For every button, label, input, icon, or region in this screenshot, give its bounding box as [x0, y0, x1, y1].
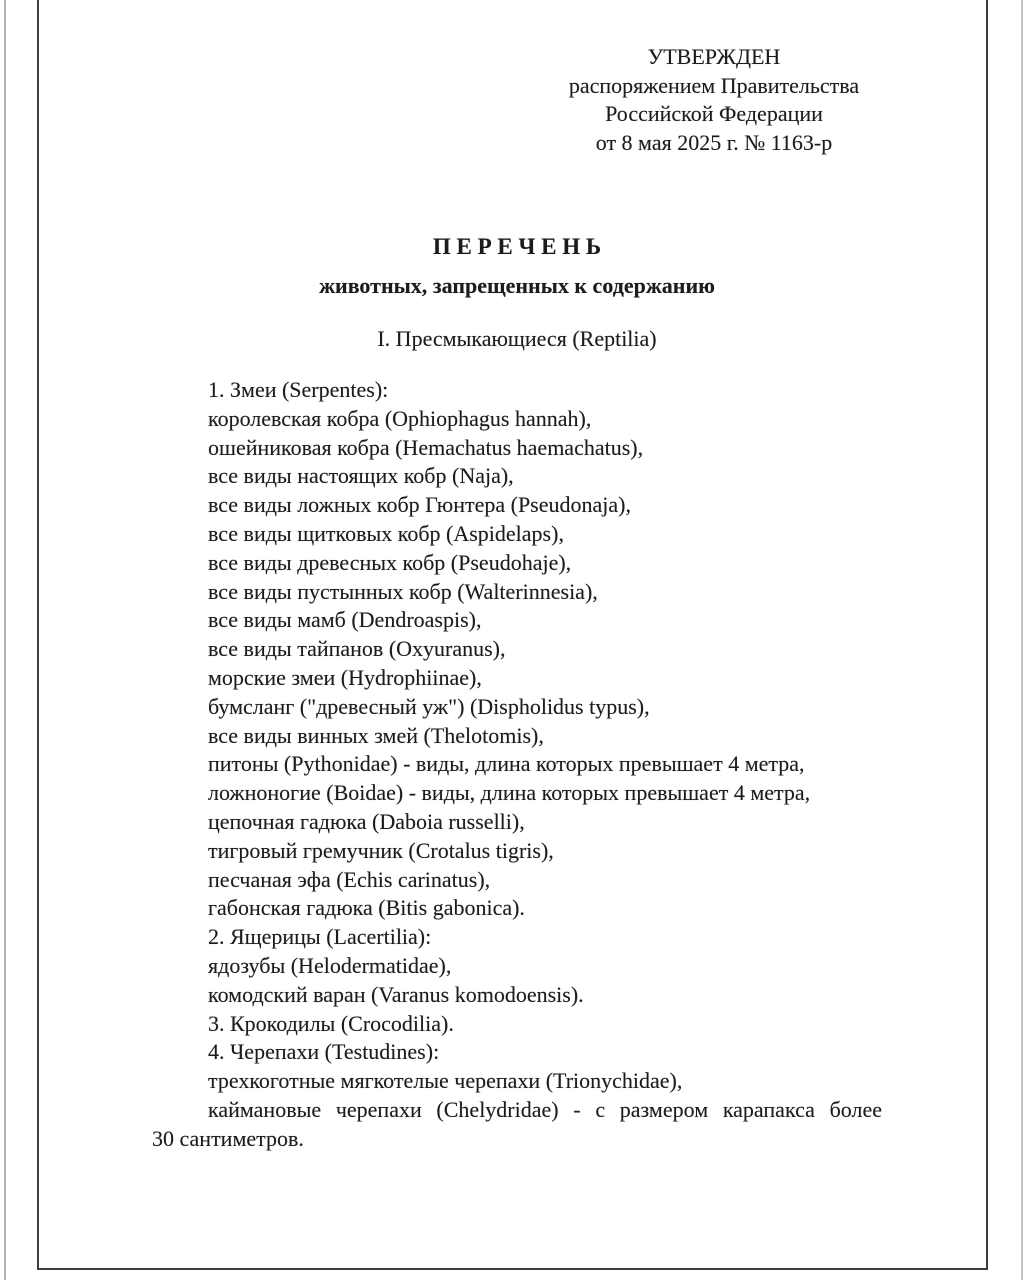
- list-entry: все виды пустынных кобр (Walterinnesia),: [208, 578, 598, 604]
- list-entry: ядозубы (Helodermatidae),: [208, 952, 452, 978]
- list-entry: ложноногие (Boidae) - виды, длина которых превышает 4 метра,: [208, 780, 811, 806]
- list-entry-continuation: 30 сантиметров.: [152, 1125, 304, 1151]
- list-entry: все виды винных змей (Thelotomis),: [208, 722, 544, 748]
- list-entry: песчаная эфа (Echis carinatus),: [208, 866, 491, 892]
- scan-edge-left-line: [4, 0, 6, 1280]
- list-entry: 1. Змеи (Serpentes):: [208, 377, 389, 402]
- list-entry: 3. Крокодилы (Crocodilia).: [208, 1010, 454, 1036]
- list-entry: каймановые черепахи (Chelydridae) - с размером карапакса более: [208, 1096, 882, 1122]
- approval-line: распоряжением Правительства: [568, 72, 860, 98]
- document-subtitle: животных, запрещенных к содержанию: [319, 273, 715, 298]
- approval-line: от 8 мая 2025 г. № 1163-р: [595, 129, 833, 155]
- list-entry: цепочная гадюка (Daboia russelli),: [208, 808, 525, 834]
- approval-stamp: [560, 43, 868, 157]
- list-entry: все виды ложных кобр Гюнтера (Pseudonaja),: [208, 492, 631, 518]
- list-entry: все виды мамб (Dendroaspis),: [208, 607, 482, 633]
- approval-line: Российской Федерации: [605, 101, 823, 126]
- section-heading: I. Пресмыкающиеся (Reptilia): [377, 326, 657, 351]
- list-entry: 4. Черепахи (Testudines):: [208, 1039, 440, 1065]
- document-title: П Е Р Е Ч Е Н Ь: [432, 234, 602, 259]
- list-entry: комодский варан (Varanus komodoensis).: [208, 981, 584, 1007]
- list-entry: бумсланг ("древесный уж") (Dispholidus typus),: [208, 693, 650, 719]
- list-entry: все виды щитковых кобр (Aspidelaps),: [208, 520, 564, 546]
- list-entry: королевская кобра (Ophiophagus hannah),: [208, 405, 592, 431]
- list-entry: трехкоготные мягкотелые черепахи (Trionychidae),: [208, 1068, 683, 1094]
- list-entry: 2. Ящерицы (Lacertilia):: [208, 924, 432, 950]
- list-entry: питоны (Pythonidae) - виды, длина которых превышает 4 метра,: [208, 751, 805, 777]
- list-entry: все виды тайпанов (Oxyuranus),: [208, 636, 506, 662]
- list-entry: морские змеи (Hydrophiinae),: [208, 664, 482, 690]
- scan-edge-right-line: [1021, 0, 1023, 1280]
- list-entry: габонская гадюка (Bitis gabonica).: [208, 895, 525, 921]
- list-entry: все виды древесных кобр (Pseudohaje),: [208, 549, 572, 575]
- approval-line: УТВЕРЖДЕН: [647, 44, 781, 69]
- list-entry: ошейниковая кобра (Hemachatus haemachatus),: [208, 434, 644, 460]
- list-entry: все виды настоящих кобр (Naja),: [208, 463, 514, 489]
- list-entry: тигровый гремучник (Crotalus tigris),: [208, 837, 554, 863]
- entries-list: [152, 376, 882, 1154]
